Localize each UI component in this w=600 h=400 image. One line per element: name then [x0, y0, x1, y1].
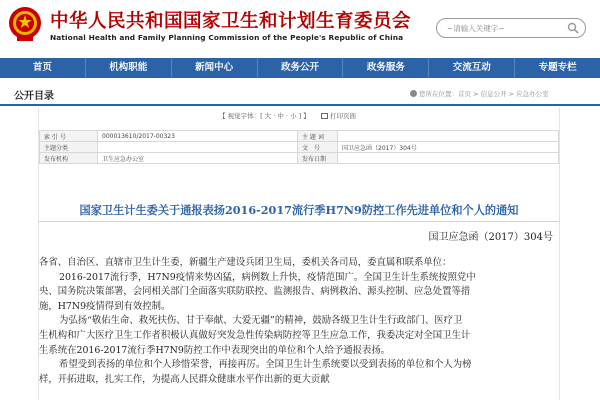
meta-value: 国卫应急函（2017）304号 — [338, 142, 559, 153]
content-panel — [38, 108, 560, 400]
breadcrumb — [410, 89, 549, 98]
meta-label: 文 号 — [298, 142, 338, 153]
site-title-en: National Health and Family Planning Commission of the People's Republic of China — [50, 33, 404, 42]
national-emblem-icon — [8, 6, 42, 42]
meta-label: 发布机构 — [40, 153, 98, 164]
nav-item-gov-affairs[interactable]: 政务公开 — [258, 58, 344, 78]
site-header — [0, 0, 600, 58]
catalog-title: 公开目录 — [14, 91, 54, 102]
meta-label: 索 引 号 — [40, 131, 98, 142]
location-icon — [410, 90, 417, 97]
body-line: 2016-2017流行季，H7N9疫情来势凶猛，病例数上升快，疫情范围广。全国卫生计生系统按照党中 — [59, 271, 476, 283]
site-title-cn: 中华人民共和国国家卫生和计划生育委员会 — [50, 11, 412, 32]
table-row — [40, 131, 559, 142]
meta-value — [338, 153, 559, 164]
nav-item-news[interactable]: 新闻中心 — [172, 58, 258, 78]
meta-value: 卫生应急办公室 — [98, 153, 298, 164]
meta-value: 000013610/2017-00323 — [98, 131, 298, 142]
print-button[interactable] — [321, 111, 356, 120]
nav-item-home[interactable]: 首页 — [0, 58, 86, 78]
body-line: 希望受到表扬的单位和个人珍惜荣誉，再接再厉。全国卫生计生系统要以受到表扬的单位和个人为榜 — [59, 359, 472, 371]
meta-label: 发布日期 — [298, 153, 338, 164]
search-input[interactable] — [447, 21, 565, 35]
print-icon — [321, 113, 328, 119]
body-line: 央、国务院决策部署，会同相关部门全面落实联防联控、监测报告、病例救治、源头控制、应急处置等措 — [39, 286, 471, 298]
article-tools — [39, 108, 561, 122]
font-size-selector[interactable]: 【 视觉字体：[ 大 · 中 · 小 ] 】 — [219, 112, 310, 120]
nav-item-topics[interactable]: 专题专栏 — [538, 62, 577, 73]
meta-label: 主题分类 — [40, 142, 98, 153]
search-box — [436, 18, 586, 38]
nav-item-interaction[interactable]: 交流互动 — [429, 58, 515, 78]
meta-label: 主 题 词 — [298, 131, 338, 142]
body-line: 各省、自治区、直辖市卫生计生委，新疆生产建设兵团卫生局，委机关各司局，委直属和联系单位： — [39, 257, 452, 268]
document-meta-table — [39, 130, 559, 164]
nav-item-services[interactable]: 政务服务 — [343, 58, 429, 78]
meta-value — [338, 131, 559, 142]
breadcrumb-text[interactable]: 您所在位置：首页 > 信息公开 > 应急办公室 — [419, 90, 549, 98]
table-row — [40, 142, 559, 153]
body-line: 为弘扬“敬佑生命、救死扶伤、甘于奉献、大爱无疆”的精神，鼓励各级卫生计生行政部门、医疗卫 — [59, 315, 463, 327]
print-label: 打印页面 — [330, 112, 356, 120]
body-line: 样，开拓进取，扎实工作，为提高人民群众健康水平作出新的更大贡献 — [39, 373, 330, 385]
document-number: 国卫应急函（2017）304号 — [428, 232, 553, 243]
document-body — [39, 256, 561, 387]
search-icon[interactable] — [567, 22, 579, 34]
nav-item-functions[interactable]: 机构职能 — [86, 58, 172, 78]
body-line: 施，H7N9疫情得到有效控制。 — [39, 300, 171, 312]
document-title: 国家卫生计生委关于通报表扬2016-2017流行季H7N9防控工作先进单位和个人的通知 — [39, 202, 559, 222]
body-line: 生系统在2016-2017流行季H7N9防控工作中表现突出的单位和个人给予通报表扬。 — [39, 344, 391, 356]
catalog-bar — [0, 80, 600, 106]
main-nav — [0, 58, 600, 78]
meta-value — [98, 142, 298, 153]
table-row — [40, 153, 559, 164]
body-line: 生机构和广大医疗卫生工作者积极认真做好突发急性传染病防控等卫生应急工作，我委决定对全国卫生计 — [39, 329, 471, 341]
